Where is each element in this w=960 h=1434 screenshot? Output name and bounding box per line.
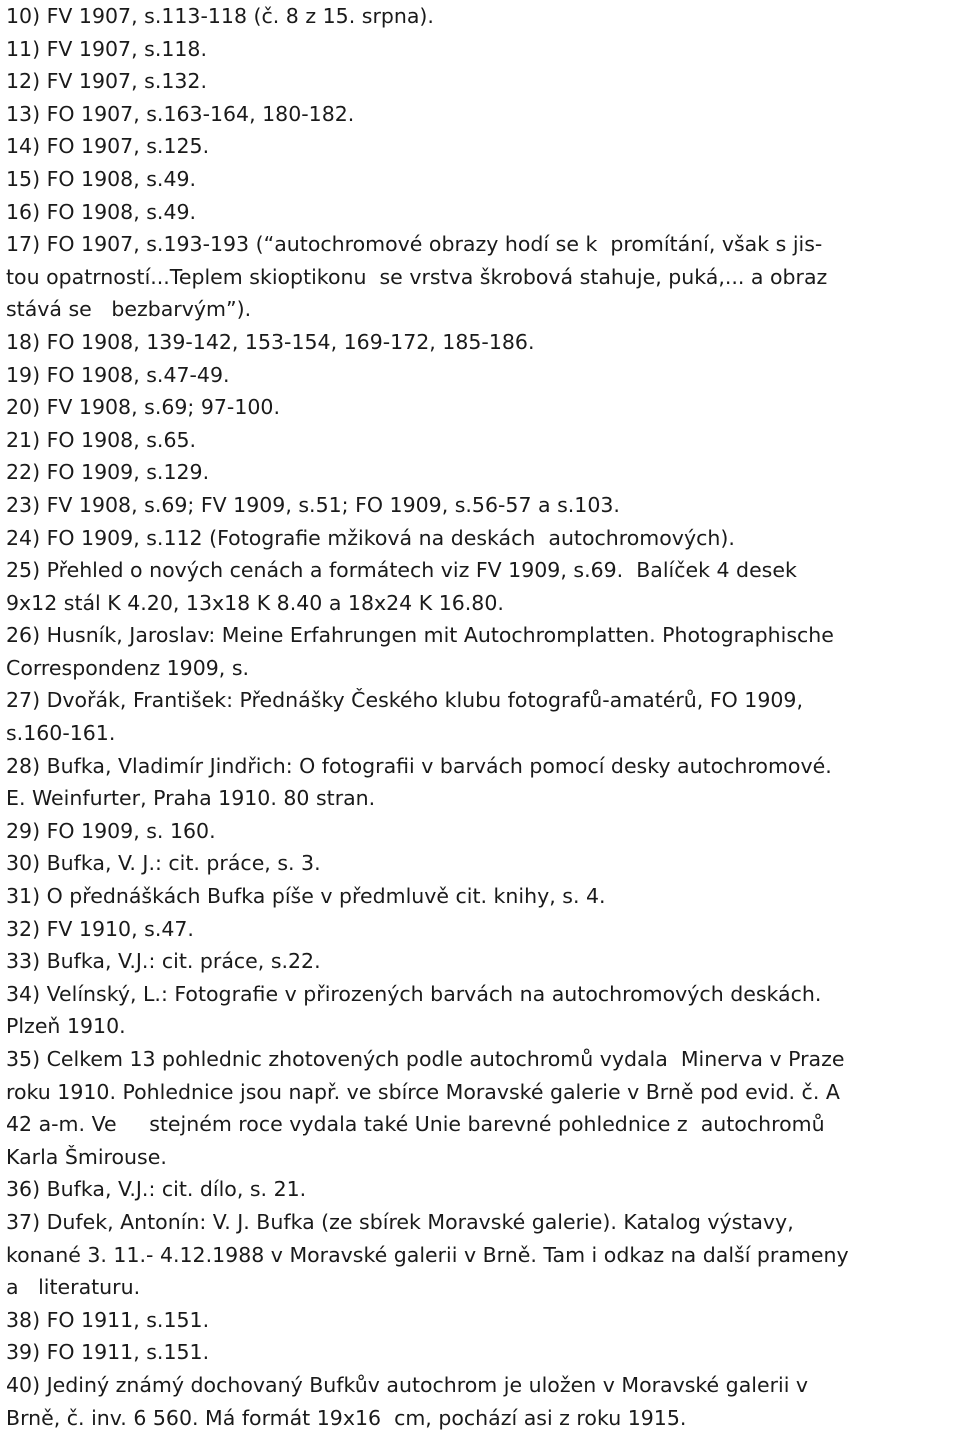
footnote-item (6, 978, 956, 1043)
footnote-line: 27) Dvořák, František: Přednášky Českého klubu fotografů-amatérů, FO 1909, (6, 688, 803, 713)
footnote-item (6, 0, 956, 33)
footnote-item (6, 684, 956, 749)
footnote-line: 34) Velínský, L.: Fotografie v přirozených barvách na autochromových deskách. (6, 981, 822, 1006)
footnote-line: roku 1910. Pohlednice jsou např. ve sbírce Moravské galerie v Brně pod evid. č. A (6, 1079, 840, 1104)
footnote-item (6, 1336, 956, 1369)
footnote-line: 38) FO 1911, s.151. (6, 1307, 210, 1332)
footnote-item (6, 1369, 956, 1434)
footnote-item (6, 196, 956, 229)
footnote-line: 22) FO 1909, s.129. (6, 460, 210, 485)
footnote-line: 20) FV 1908, s.69; 97-100. (6, 395, 280, 420)
footnote-line: 37) Dufek, Antonín: V. J. Bufka (ze sbírek Moravské galerie). Katalog výstavy, (6, 1209, 794, 1234)
footnote-item (6, 163, 956, 196)
footnote-line: 12) FV 1907, s.132. (6, 69, 207, 94)
footnote-line: 26) Husník, Jaroslav: Meine Erfahrungen mit Autochromplatten. Photographische (6, 623, 834, 648)
footnote-item (6, 847, 956, 880)
footnote-line: 32) FV 1910, s.47. (6, 916, 194, 941)
footnote-line: 10) FV 1907, s.113-118 (č. 8 z 15. srpna). (6, 4, 434, 28)
footnote-line: 36) Bufka, V.J.: cit. dílo, s. 21. (6, 1177, 307, 1202)
footnote-item (6, 326, 956, 359)
footnote-line: 28) Bufka, Vladimír Jindřich: O fotografii v barvách pomocí desky autochromové. (6, 753, 832, 778)
footnote-line: 9x12 stál K 4.20, 13x18 K 8.40 a 18x24 K 16.80. (6, 590, 504, 615)
footnote-line: 35) Celkem 13 pohlednic zhotovených podle autochromů vydala Minerva v Praze (6, 1047, 845, 1071)
footnote-line: 24) FO 1909, s.112 (Fotografie mžiková na deskách autochromových). (6, 525, 735, 550)
footnote-item (6, 489, 956, 522)
footnote-item (6, 33, 956, 66)
footnote-line: stává se bezbarvým”). (6, 297, 252, 322)
footnote-item (6, 456, 956, 489)
document-page (6, 0, 956, 1434)
footnote-line: a literaturu. (6, 1275, 141, 1300)
footnote-line: 42 a-m. Ve stejném roce vydala také Unie barevné pohlednice z autochromů (6, 1112, 825, 1137)
footnote-line: 14) FO 1907, s.125. (6, 134, 210, 159)
footnote-item (6, 359, 956, 392)
footnote-line: 33) Bufka, V.J.: cit. práce, s.22. (6, 949, 321, 974)
footnote-line: E. Weinfurter, Praha 1910. 80 stran. (6, 786, 376, 811)
footnote-item (6, 554, 956, 619)
footnote-line: 23) FV 1908, s.69; FV 1909, s.51; FO 1909, s.56-57 a s.103. (6, 492, 620, 517)
footnote-line: 21) FO 1908, s.65. (6, 427, 197, 452)
footnote-item (6, 750, 956, 815)
footnote-item (6, 913, 956, 946)
footnote-item (6, 130, 956, 163)
footnote-item (6, 424, 956, 457)
footnote-item (6, 815, 956, 848)
footnote-line: 30) Bufka, V. J.: cit. práce, s. 3. (6, 851, 321, 876)
footnote-list (6, 0, 956, 1434)
footnote-line: Plzeň 1910. (6, 1014, 126, 1039)
footnote-item (6, 228, 956, 326)
footnote-line: s.160-161. (6, 721, 116, 746)
footnote-line: 25) Přehled o nových cenách a formátech viz FV 1909, s.69. Balíček 4 desek (6, 558, 797, 583)
footnote-item (6, 619, 956, 684)
footnote-line: 19) FO 1908, s.47-49. (6, 362, 230, 387)
footnote-line: 40) Jediný známý dochovaný Bufkův autochrom je uložen v Moravské galerii v (6, 1372, 809, 1397)
footnote-item (6, 98, 956, 131)
footnote-item (6, 65, 956, 98)
footnote-line: 31) O přednáškách Bufka píše v předmluvě cit. knihy, s. 4. (6, 884, 606, 909)
footnote-line: 15) FO 1908, s.49. (6, 166, 197, 191)
footnote-line: 18) FO 1908, 139-142, 153-154, 169-172, 185-186. (6, 329, 535, 354)
footnote-item (6, 880, 956, 913)
footnote-item (6, 1304, 956, 1337)
footnote-item (6, 1206, 956, 1304)
footnote-line: Karla Šmirouse. (6, 1144, 167, 1169)
footnote-item (6, 1173, 956, 1206)
footnote-line: 16) FO 1908, s.49. (6, 199, 197, 224)
footnote-item (6, 945, 956, 978)
footnote-item (6, 1043, 956, 1173)
footnote-line: Correspondenz 1909, s. (6, 655, 250, 680)
footnote-line: 17) FO 1907, s.193-193 (“autochromové obrazy hodí se k promítání, však s jis- (6, 232, 823, 257)
footnote-item (6, 391, 956, 424)
footnote-line: Brně, č. inv. 6 560. Má formát 19x16 cm, pochází asi z roku 1915. (6, 1405, 687, 1430)
footnote-item (6, 522, 956, 555)
footnote-line: 29) FO 1909, s. 160. (6, 818, 216, 843)
footnote-line: 13) FO 1907, s.163-164, 180-182. (6, 101, 355, 126)
footnote-line: 11) FV 1907, s.118. (6, 36, 207, 61)
footnote-line: 39) FO 1911, s.151. (6, 1340, 210, 1365)
footnote-line: konané 3. 11.- 4.12.1988 v Moravské galerii v Brně. Tam i odkaz na další prameny (6, 1242, 849, 1267)
footnote-line: tou opatrností...Teplem skioptikonu se vrstva škrobová stahuje, puká,... a obraz (6, 264, 828, 289)
